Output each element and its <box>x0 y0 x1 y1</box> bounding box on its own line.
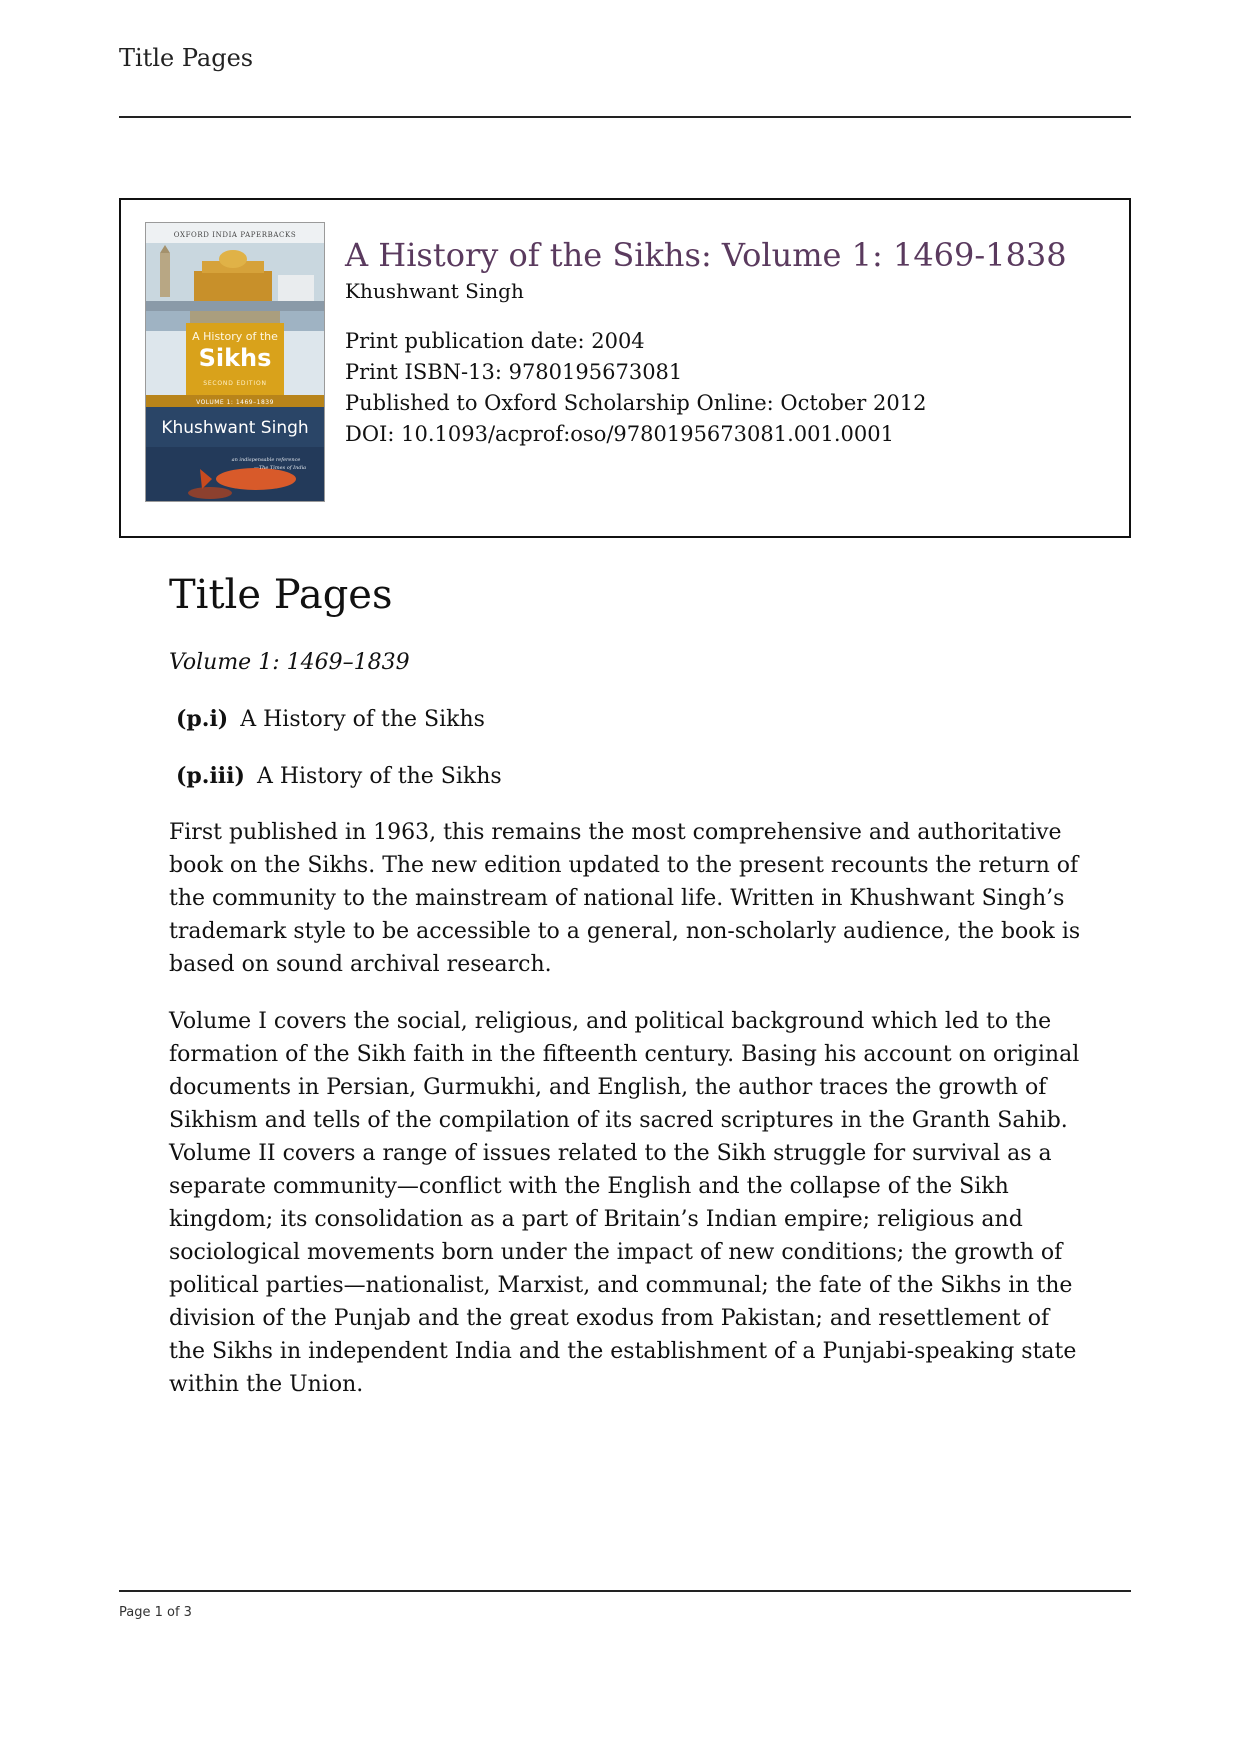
book-summary-box <box>119 198 1131 538</box>
header-divider <box>119 116 1131 118</box>
cover-volume-text: VOLUME 1: 1469–1839 <box>196 399 274 406</box>
book-metadata <box>345 326 1105 450</box>
footer-divider <box>119 1590 1131 1592</box>
cover-title-line2: Sikhs <box>198 344 272 372</box>
chapter-content <box>169 570 1089 1423</box>
doi: DOI: 10.1093/acprof:oso/9780195673081.001.0001 <box>345 422 894 446</box>
volume-line: Volume 1: 1469–1839 <box>169 650 410 675</box>
page-entry <box>169 761 1089 792</box>
chapter-title: Title Pages <box>169 572 393 618</box>
book-title[interactable]: A History of the Sikhs: Volume 1: 1469-1838 <box>345 236 1067 274</box>
cover-author-text: Khushwant Singh <box>161 418 309 438</box>
body-paragraph: First published in 1963, this remains the most comprehensive and authoritative book on the Sikhs. The new edition updated to the present recounts the return of the community to the mainstream of national life. Written in Khushwant Singh’s trademark style to be accessible to a general, non-scholarly audience, the book is based on sound archival research. <box>169 820 1081 977</box>
running-header-title: Title Pages <box>119 44 254 72</box>
page-entry-text: A History of the Sikhs <box>240 707 485 732</box>
page-indicator: Page 1 of 3 <box>119 1605 192 1620</box>
page-entry-text: A History of the Sikhs <box>256 764 502 789</box>
cover-title-line1: A History of the <box>192 330 278 343</box>
body-paragraph: Volume I covers the social, religious, and political background which led to the formation of the Sikh faith in the fifteenth century. Basing his account on original documents in Persian, Gurmukhi, and English, the author traces the growth of Sikhism and tells of the compilation of its sacred scriptures in the Granth Sahib. Volume II covers a range of issues related to the Sikh struggle for survival as a separate community—conflict with the English and the collapse of the Sikh kingdom; its consolidation as a part of Britain’s Indian empire; religious and sociological movements born under the impact of new conditions; the growth of political parties—nationalist, Marxist, and communal; the fate of the Sikhs in the division of the Punjab and the great exodus from Pakistan; and resettlement of the Sikhs in independent India and the establishment of a Punjabi-speaking state within the Union. <box>169 1009 1080 1397</box>
cover-series-text: OXFORD INDIA PAPERBACKS <box>173 231 297 239</box>
book-info <box>345 236 1105 450</box>
cover-quote-source: —The Times of India <box>253 465 307 471</box>
book-author: Khushwant Singh <box>345 279 524 303</box>
page-entry <box>169 704 1089 735</box>
book-cover-image <box>145 222 325 502</box>
page-number-marker: (p.i) <box>176 706 229 732</box>
page-number-marker: (p.iii) <box>176 763 245 789</box>
cover-edition-text: SECOND EDITION <box>203 380 267 387</box>
online-publication-date: Published to Oxford Scholarship Online: October 2012 <box>345 391 927 415</box>
cover-quote-text: an indispensable reference <box>231 457 301 463</box>
print-isbn: Print ISBN-13: 9780195673081 <box>345 360 683 384</box>
print-publication-date: Print publication date: 2004 <box>345 329 645 353</box>
